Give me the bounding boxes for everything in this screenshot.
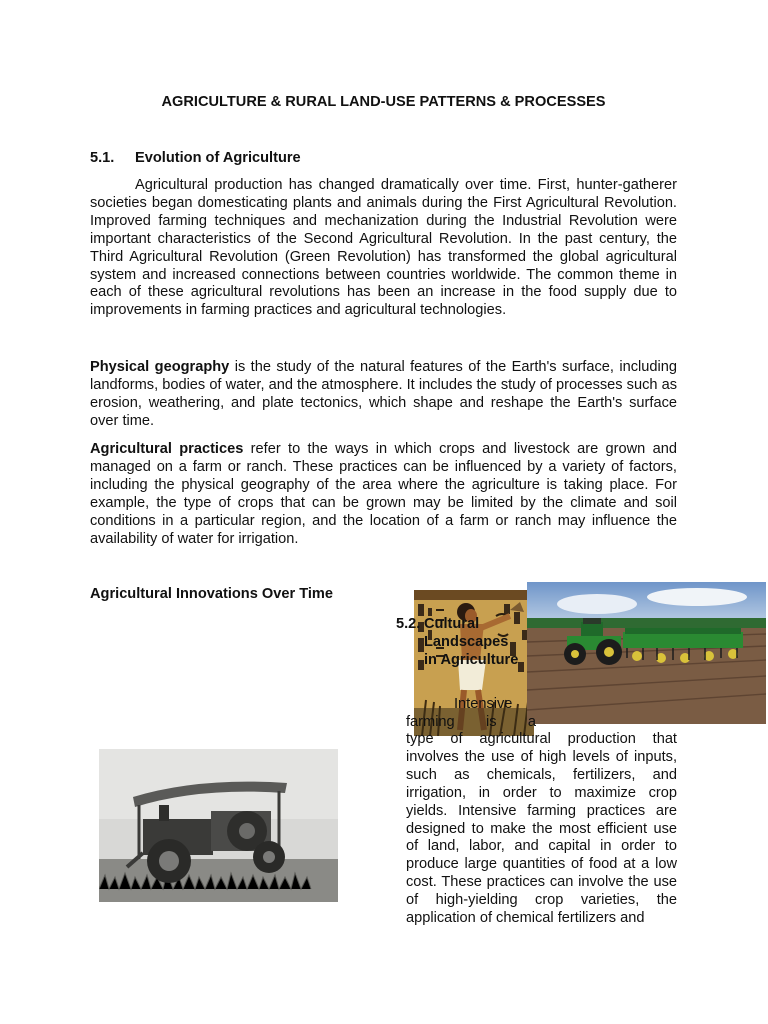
page-title: AGRICULTURE & RURAL LAND-USE PATTERNS & PROCESSES bbox=[161, 94, 606, 110]
paragraph-evolution: Agricultural production has changed dramatically over time. First, hunter-gatherer societies began domesticating plants and animals during the First Agricultural Revolution. Improved farming techniques and mechanization during the Industrial Revolution were important characteristics of the Second Agricultural Revolution. In the past century, the Third Agricultural Revolution (Green Revolution) has transformed the global agricultural system and increased connections between countries worldwide. The common theme in each of these agricultural revolutions has been an increase in the food supply due to improvements in farming practices and agricultural technologies. bbox=[90, 177, 677, 319]
historic-steam-tractor-image bbox=[99, 749, 338, 902]
term-agricultural-practices: Agricultural practices bbox=[90, 441, 244, 457]
innovations-heading: Agricultural Innovations Over Time bbox=[90, 586, 334, 602]
intensive-word: Intensive bbox=[454, 696, 513, 712]
section-heading-5-1 bbox=[90, 149, 301, 167]
paragraph-agricultural-practices bbox=[90, 441, 677, 548]
section-title: Cultural Landscapes in Agriculture bbox=[424, 616, 519, 668]
term-physical-geography: Physical geography bbox=[90, 359, 230, 375]
section-title: Evolution of Agriculture bbox=[135, 150, 301, 166]
definition-text: is the study of the natural features of the Earth's surface, including landforms, bodies of water, and the atmosphere. It includes the study of processes such as erosion, weathering, and plate tectonics, which shape and reshape the Earth's surface over time. bbox=[90, 359, 677, 429]
section-number: 5.2. bbox=[396, 616, 421, 632]
section-number: 5.1. bbox=[90, 150, 115, 166]
intensive-intro-lines bbox=[406, 696, 536, 732]
modern-tractor-seeder-image bbox=[527, 582, 766, 724]
paragraph-physical-geography bbox=[90, 359, 677, 431]
farming-line: farming is a bbox=[406, 713, 536, 730]
section-heading-5-2 bbox=[396, 615, 526, 669]
paragraph-intensive-farming: type of agricultural production that involves the use of high levels of inputs, such as chemicals, fertilizers, and irrigation, in order to maximize crop yields. Intensive farming practices are designed to make the most efficient use of land, labor, and capital in order to produce large quantities of food at a low cost. These practices can involve the use of high-yielding crop varieties, the application of chemical fertilizers and bbox=[406, 731, 677, 927]
definition-text: refer to the ways in which crops and livestock are grown and managed on a farm or ranch. These practices can be influenced by a variety of factors, including the physical geography of the area where the agriculture is taking place. For example, the type of crops that can be grown may be limited by the climate and soil conditions in a particular region, and the location of a farm or ranch may influence the availability of water for irrigation. bbox=[90, 441, 677, 547]
